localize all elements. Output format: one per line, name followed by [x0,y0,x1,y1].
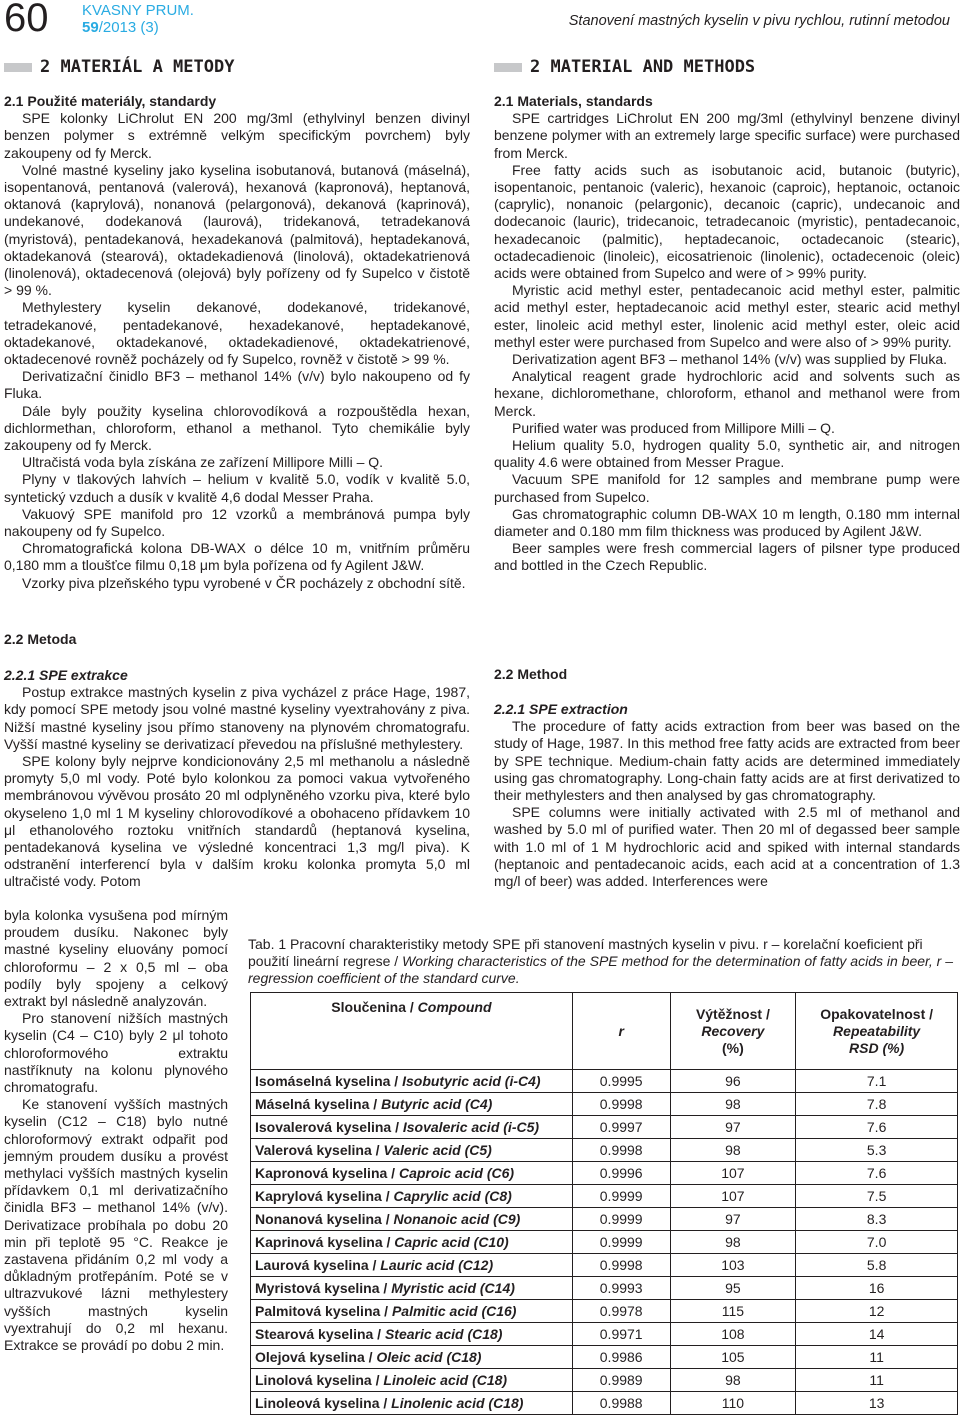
recovery-cell: 95 [670,1277,796,1300]
left-narrow-column [4,907,228,1354]
r-cell: 0.9998 [572,1139,670,1162]
compound-name-cz: Linolová kyselina / [255,1372,380,1388]
left-paragraph: Methylestery kyselin dekanové, dodekanové, tridekanové, tetradekanové, pentadekanové, hexadekanové, heptadekanové, oktadekanové, oktadekanové, oktadekadienové, oktadekatrienové, oktadecenové rovněž pocházely od fy Supelco, rovněž v čistotě > 99 %. [4,299,470,368]
journal-header [82,2,194,36]
table-row [251,1070,958,1093]
left-column-spe [4,667,470,891]
compound-name-cz: Olejová kyselina / [255,1349,373,1365]
left-column-top [4,93,470,592]
table-row [251,1323,958,1346]
journal-volume: 59 [82,19,99,36]
compound-name-cz: Nonanová kyselina / [255,1211,390,1227]
compound-name-cz: Stearová kyselina / [255,1326,382,1342]
compound-cell [251,1254,573,1277]
r-cell: 0.9986 [572,1346,670,1369]
table-header-row [251,993,958,1070]
r-cell: 0.9995 [572,1070,670,1093]
right-paragraph: Myristic acid methyl ester, pentadecanoic acid methyl ester, palmitic acid methyl ester, heptadecanoic acid methyl ester, stearic acid methyl ester, linoleic acid methyl ester, linolenic acid methyl ester, oleic acid methyl ester were purchased from Supelco and were also of > 99% purity. [494,282,960,350]
left-paragraph: Volné mastné kyseliny jako kyselina isobutanová, butanová (máselná), isopentanová, pentanová (valerová), hexanová (kapronová), heptanová, oktanová (kaprylová), nonanová (pelargonová), dekanová (kaprinová), undekanové, dodekanová (laurová), tridekanová, tetradekanová (myristová), pentadekanová, hexadekanová (palmitová), heptadekanová, oktadekanová (stearová), oktadekadienová (linolová), oktadekatrienová (linolenová), oktadecenová (olejová) byly pořízeny od fy Supelco v čistotě > 99 %. [4,161,470,299]
table-row [251,1300,958,1323]
left-paragraph: Vakuový SPE manifold pro 12 vzorků a membránová pumpa byly nakoupeny od fy Supelco. [4,505,470,540]
table-row [251,1093,958,1116]
rsd-cell: 7.5 [796,1185,958,1208]
table-row [251,1231,958,1254]
table-row [251,1392,958,1415]
right-section-heading [494,57,755,77]
table-row [251,1185,958,1208]
rsd-cell: 14 [796,1323,958,1346]
right-paragraph: The procedure of fatty acids extraction from beer was based on the study of Hage, 1987. In this method free fatty acids are extracted from beer by SPE technique. Medium-chain fatty acids are determined immediately using gas chromatography. Long-chain fatty acids are at first derivatized to their methylesters and then analysed by gas chromatography. [494,718,960,804]
rsd-cell: 7.6 [796,1116,958,1139]
recovery-cell: 103 [670,1254,796,1277]
rsd-cell: 8.3 [796,1208,958,1231]
table-row [251,1116,958,1139]
right-paragraph: Free fatty acids such as isobutanoic acid, butanoic (butyric), isopentanoic, pentanoic (valeric), hexanoic (caproic), heptanoic, octanoic (caprylic), nonanoic (pelargonic), decanoic (capric), undecanoic and dodecanoic (lauric), tridecanoic, tetradecanoic (myristic), pentadecanoic, hexadecanoic (palmitic), heptadecanoic, octadecanoic (stearic), octadecadienoic (linoleic), eicosatrienoic (linolenic), octadecenoic (oleic) acids were obtained from Supelco and were of > 99% purity. [494,161,960,282]
table-row [251,1139,958,1162]
page-number: 60 [4,0,49,40]
compound-name-en: Butyric acid (C4) [381,1096,493,1112]
header-r: r [572,993,670,1070]
recovery-cell: 97 [670,1208,796,1231]
table-caption [248,936,960,988]
right-paragraph: Vacuum SPE manifold for 12 samples and membrane pump were purchased from Supelco. [494,471,960,505]
rsd-cell: 5.8 [796,1254,958,1277]
rsd-cell: 16 [796,1277,958,1300]
compound-cell [251,1277,573,1300]
header-compound: Sloučenina / Compound [251,993,573,1070]
compound-name-cz: Isovalerová kyselina / [255,1119,399,1135]
left-paragraph: Ke stanovení vyšších mastných kyselin (C12 – C18) bylo nutné chloroformový extrakt odpařit pod jemným proudem dusíku a provést methylaci vyšších mastných kyselin přídavkem 0,1 ml derivatizačního činidla BF3 – methanol 14% (v/v). Derivatizace probíhala po dobu 20 min při teplotě 95 °C. Reakce je zastavena přidáním 0,2 ml vody a důkladným protřepáním. Poté se v ultrazvukové lázni methylestery vyšších mastných kyselin vyextrahují do 0,2 ml hexanu. Extrakce se provádí po dobu 2 min. [4,1096,228,1354]
recovery-cell: 98 [670,1231,796,1254]
section-bar-icon [494,63,522,72]
compound-cell [251,1139,573,1162]
r-cell: 0.9998 [572,1254,670,1277]
table-caption-cz: Tab. 1 Pracovní charakteristiky metody SPE při stanovení mastných kyselin v pivu. r – korelační koeficient při použití lineární regrese / [248,936,923,970]
recovery-cell: 98 [670,1139,796,1162]
left-s22-title: 2.2 Metoda [4,631,77,647]
r-cell: 0.9989 [572,1369,670,1392]
r-cell: 0.9997 [572,1116,670,1139]
compound-name-cz: Valerová kyselina / [255,1142,380,1158]
left-s221-title: 2.2.1 SPE extrakce [4,667,128,683]
r-cell: 0.9998 [572,1093,670,1116]
running-title: Stanovení mastných kyselin v pivu rychlou, rutinní metodou [568,13,950,29]
compound-cell [251,1300,573,1323]
left-paragraph: SPE kolony byly nejprve kondicionovány 2,5 ml methanolu a následně promyty 5,0 ml vody. Poté bylo kolonkou za pomoci vakua vytvořeného membránovou vývěvou prosáto 20 ml odplyněného vzorku piva, které bylo okyseleno 1,0 ml 1 M kyseliny chlorovodíkové a obohaceno přídavkem 10 μl ethanolového roztoku vnitřních standardů (heptanová kyselina, pentadekanová kyselina ve výsledné koncentraci 1,3 mg/l piva). K odstranění interferencí byla v dalším kroku kolonka promyta 5,0 ml ultračisté vody. Potom [4,753,470,890]
recovery-cell: 115 [670,1300,796,1323]
table-row [251,1369,958,1392]
rsd-cell: 7.8 [796,1093,958,1116]
compound-cell [251,1162,573,1185]
r-cell: 0.9978 [572,1300,670,1323]
left-s21-title: 2.1 Použité materiály, standardy [4,93,217,109]
compound-name-en: Linoleic acid (C18) [383,1372,508,1388]
left-section-heading [4,57,234,77]
right-paragraph: Beer samples were fresh commercial lagers of pilsner type produced and bottled in the Czech Republic. [494,540,960,574]
recovery-cell: 110 [670,1392,796,1415]
left-paragraph: Dále byly použity kyselina chlorovodíková a rozpouštědla hexan, dichlormethan, chloroform, ethanol a methanol. Tyto chemikálie byly zakoupeny od fy Merck. [4,402,470,454]
r-cell: 0.9971 [572,1323,670,1346]
compound-name-en: Isovaleric acid (i-C5) [402,1119,540,1135]
rsd-cell: 13 [796,1392,958,1415]
table-row [251,1254,958,1277]
results-table [250,992,958,1415]
compound-cell [251,1231,573,1254]
compound-name-cz: Laurová kyselina / [255,1257,377,1273]
journal-issue: /2013 (3) [98,19,159,36]
compound-name-en: Palmitic acid (C16) [391,1303,517,1319]
compound-name-en: Isobutyric acid (i-C4) [402,1073,541,1089]
compound-name-en: Caprylic acid (C8) [393,1188,512,1204]
compound-cell [251,1346,573,1369]
compound-cell [251,1208,573,1231]
r-cell: 0.9993 [572,1277,670,1300]
recovery-cell: 98 [670,1369,796,1392]
compound-name-cz: Isomáselná kyselina / [255,1073,399,1089]
compound-name-cz: Máselná kyselina / [255,1096,378,1112]
recovery-cell: 107 [670,1185,796,1208]
right-paragraph: Gas chromatographic column DB-WAX 10 m length, 0.180 mm internal diameter and 0.180 mm film thickness was produced by Agilent J&W. [494,505,960,540]
right-column-spe [494,701,960,890]
right-paragraph: SPE cartridges LiChrolut EN 200 mg/3ml (ethylvinyl benzene divinyl benzene polymer with an extremely large specific surface) were purchased from Merck. [494,110,960,161]
compound-name-en: Myristic acid (C14) [391,1280,515,1296]
compound-name-en: Capric acid (C10) [394,1234,509,1250]
compound-cell [251,1093,573,1116]
right-paragraph: Derivatization agent BF3 – methanol 14% (v/v) was supplied by Fluka. [512,351,947,368]
right-paragraph: Analytical reagent grade hydrochloric acid and solvents such as hexane, dichloromethane, chloroform, ethanol and methanol were from Merck. [494,368,960,419]
left-paragraph: Plyny v tlakových lahvích – helium v kvalitě 5.0, vodík v kvalitě 5.0, syntetický vzduch a dusík v kvalitě 4,6 dodal Messer Praha. [4,471,470,505]
header-recovery: Výtěžnost / Recovery (%) [670,993,796,1070]
section-bar-icon [4,63,32,72]
rsd-cell: 7.1 [796,1070,958,1093]
table-row [251,1277,958,1300]
left-paragraph: Vzorky piva plzeňského typu vyrobené v ČR pocházely z obchodní sítě. [22,574,466,591]
right-paragraph: Purified water was produced from Millipore Milli – Q. [512,419,835,436]
compound-name-cz: Kaprylová kyselina / [255,1188,390,1204]
right-s21-title: 2.1 Materials, standards [494,93,653,109]
rsd-cell: 11 [796,1369,958,1392]
recovery-cell: 97 [670,1116,796,1139]
rsd-cell: 11 [796,1346,958,1369]
left-paragraph: Postup extrakce mastných kyselin z piva vycházel z práce Hage, 1987, kdy pomocí SPE metody jsou volné mastné kyseliny vyextrahovány z piva. Nižší mastné kyseliny jsou přímo stanoveny na plynovém chromatografu. Vyšší mastné kyseliny se derivatizací převedou na příslušné methylestery. [4,684,470,752]
compound-cell [251,1185,573,1208]
left-paragraph: SPE kolonky LiChrolut EN 200 mg/3ml (ethylvinyl benzen divinyl benzen polymer s extrémně velkým specifickým povrchem) byly zakoupeny od fy Merck. [4,110,470,161]
compound-name-en: Oleic acid (C18) [376,1349,482,1365]
left-paragraph: Ultračistá voda byla získána ze zařízení Millipore Milli – Q. [22,454,384,471]
r-cell: 0.9999 [572,1208,670,1231]
compound-cell [251,1323,573,1346]
recovery-cell: 108 [670,1323,796,1346]
compound-name-cz: Palmitová kyselina / [255,1303,389,1319]
left-paragraph: Chromatografická kolona DB-WAX o délce 10 m, vnitřním průměru 0,180 mm a tloušťce filmu 0,18 μm byla pořízena od fy Agilent J&W. [4,540,470,574]
header-repeatability: Opakovatelnost / Repeatability RSD (%) [796,993,958,1070]
recovery-cell: 105 [670,1346,796,1369]
compound-cell [251,1369,573,1392]
r-cell: 0.9999 [572,1231,670,1254]
compound-cell [251,1392,573,1415]
left-paragraph: byla kolonka vysušena pod mírným proudem dusíku. Nakonec byly mastné kyseliny eluovány pomocí chloroformu – 2 x 0,5 ml – oba podíly byly spojeny a celkový extrakt byl následně analyzován. [4,907,228,1010]
right-section-title: 2 MATERIAL AND METHODS [530,57,756,77]
table-row [251,1208,958,1231]
right-s22-title: 2.2 Method [494,666,568,682]
compound-name-cz: Kapronová kyselina / [255,1165,396,1181]
right-paragraph: SPE columns were initially activated with 2.5 ml of methanol and washed by 5.0 ml of purified water. Then 20 ml of degassed beer sample with 1.0 ml of 1 M hydrochloric acid and spiked with internal standards (heptanoic and pentadecanoic acids, each acid at a concentration of 1.3 mg/l of beer) was added. Interferences were [494,804,960,890]
right-paragraph: Helium quality 5.0, hydrogen quality 5.0, synthetic air, and nitrogen quality 4.6 were obtained from Messer Prague. [494,437,960,471]
compound-name-cz: Myristová kyselina / [255,1280,388,1296]
table-caption-en: Working characteristics of the SPE method for the determination of fatty acids in beer, r – regression coefficient of the standard curve. [248,953,954,987]
compound-cell [251,1116,573,1139]
rsd-cell: 5.3 [796,1139,958,1162]
rsd-cell: 7.0 [796,1231,958,1254]
compound-name-en: Caproic acid (C6) [398,1165,515,1181]
compound-name-cz: Kaprinová kyselina / [255,1234,391,1250]
r-cell: 0.9999 [572,1185,670,1208]
left-paragraph: Pro stanovení nižších mastných kyselin (C4 – C10) byly 2 μl tohoto chloroformového extraktu nastříknuty na kolonu plynového chromatografu. [4,1010,228,1096]
left-paragraph: Derivatizační činidlo BF3 – methanol 14% (v/v) bylo nakoupeno od fy Fluka. [4,368,470,402]
recovery-cell: 96 [670,1070,796,1093]
compound-name-en: Linolenic acid (C18) [391,1395,524,1411]
compound-name-cz: Linoleová kyselina / [255,1395,388,1411]
compound-name-en: Nonanoic acid (C9) [393,1211,521,1227]
table-row [251,1162,958,1185]
r-cell: 0.9996 [572,1162,670,1185]
journal-name: KVASNY PRUM. [82,2,194,19]
recovery-cell: 98 [670,1093,796,1116]
left-section-title: 2 MATERIÁL A METODY [40,57,235,77]
recovery-cell: 107 [670,1162,796,1185]
rsd-cell: 12 [796,1300,958,1323]
r-cell: 0.9988 [572,1392,670,1415]
compound-name-en: Lauric acid (C12) [380,1257,494,1273]
right-s221-title: 2.2.1 SPE extraction [494,701,628,717]
right-column-top [494,93,960,575]
compound-cell [251,1070,573,1093]
table-row [251,1346,958,1369]
compound-name-en: Stearic acid (C18) [384,1326,503,1342]
compound-name-en: Valeric acid (C5) [383,1142,492,1158]
rsd-cell: 7.6 [796,1162,958,1185]
